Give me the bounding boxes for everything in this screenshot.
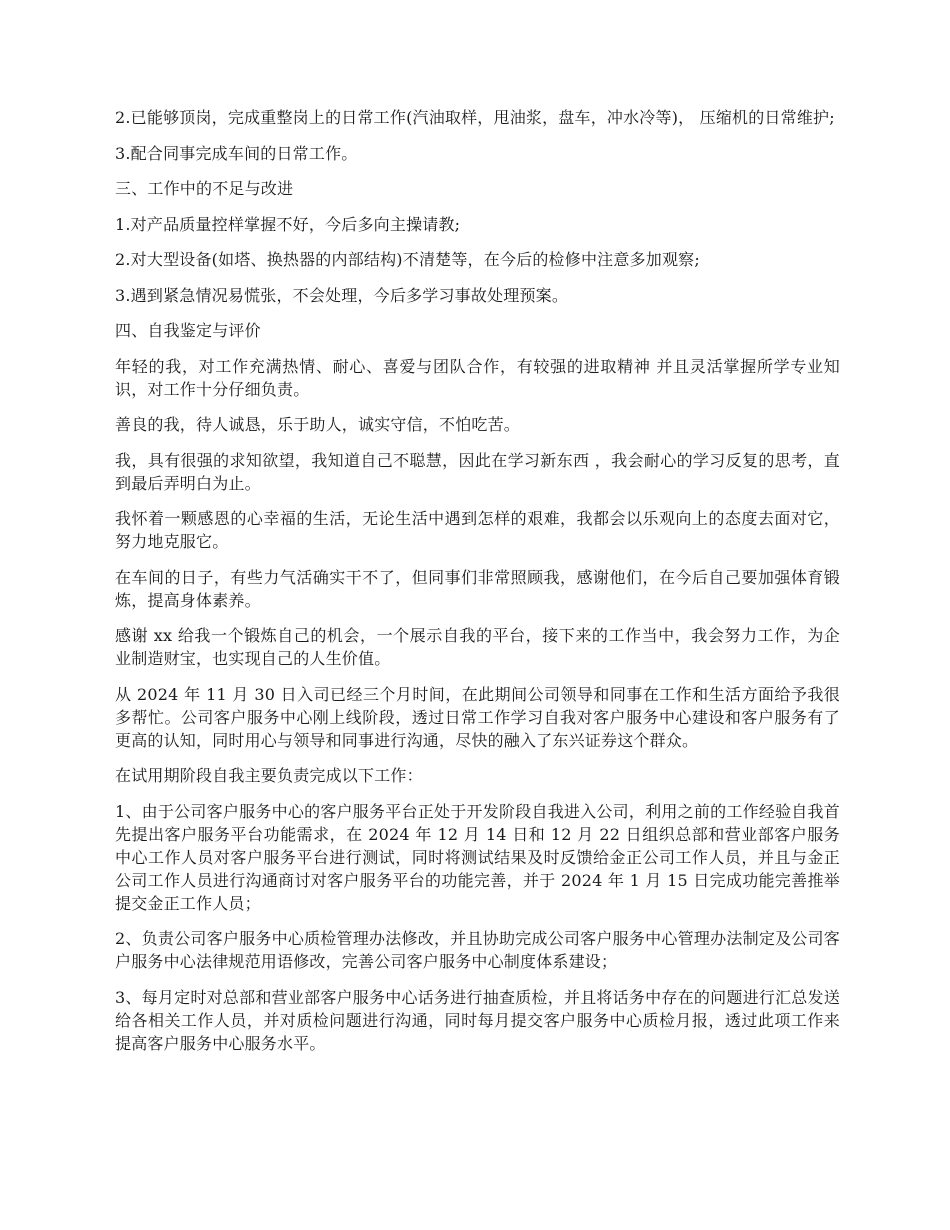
paragraph-work-item-2: 2、负责公司客户服务中心质检管理办法修改，并且协助完成公司客户服务中心管理办法制定及公司客户服务中心法律规范用语修改，完善公司客户服务中心制度体系建设； <box>115 929 840 971</box>
paragraph-workshop: 在车间的日子，有些力气活确实干不了，但同事们非常照顾我，感谢他们，在今后自己要加强体育锻炼，提高身体素养。 <box>115 567 840 610</box>
paragraph-thanks: 感谢 xx 给我一个锻炼自己的机会，一个展示自我的平台，接下来的工作当中，我会努力工作，为企业制造财宝，也实现自己的人生价值。 <box>115 626 840 668</box>
paragraph-kind: 善良的我，待人诚恳，乐于助人，诚实守信，不怕吃苦。 <box>115 415 521 434</box>
paragraph-joining: 从 2024 年 11 月 30 日入司已经三个月时间，在此期间公司领导和同事在工作和生活方面给予我很多帮忙。公司客户服务中心刚上线阶段，透过日常工作学习自我对客户服务中心建设和客户服务有了更高的认知，同时用心与领导和同事进行沟通，尽快的融入了东兴证券这个群众。 <box>115 684 840 750</box>
paragraph-probation-intro: 在试用期阶段自我主要负责完成以下工作： <box>115 766 423 785</box>
paragraph-young: 年轻的我，对工作充满热情、耐心、喜爱与团队合作，有较强的进取精神 并且灵活掌握所学专业知识，对工作十分仔细负责。 <box>115 356 840 399</box>
paragraph-shortcoming-2: 2.对大型设备(如塔、换热器的内部结构)不清楚等，在今后的检修中注意多加观察; <box>115 250 700 269</box>
paragraph-grateful: 我怀着一颗感恩的心幸福的生活，无论生活中遇到怎样的艰难，我都会以乐观向上的态度去面对它，努力地克服它。 <box>115 509 840 551</box>
paragraph-work-item-3: 3、每月定时对总部和营业部客户服务中心话务进行抽查质检，并且将话务中存在的问题进行汇总发送给各相关工作人员，并对质检问题进行沟通，同时每月提交客户服务中心质检月报，透过此项工作来提高客户服务中心服务水平。 <box>115 987 840 1053</box>
paragraph-work-item-1: 1、由于公司客户服务中心的客户服务平台正处于开发阶段自我进入公司，利用之前的工作经验自我首先提出客户服务平台功能需求，在 2024 年 12 月 14 日和 12 月 22 日组织总部和营业部客户服务中心工作人员对客户服务平台进行测试，同时将测试结果及时反馈给金正公司工作人员，并且与金正公司工作人员进行沟通商讨对客户服务平台的功能完善，并于 2024 年 1 月 15 日完成功能完善推举提交金正工作人员； <box>115 801 840 913</box>
document-page <box>115 106 840 1067</box>
paragraph-curious: 我，具有很强的求知欲望，我知道自己不聪慧，因此在学习新东西 ，我会耐心的学习反复的思考，直到最后弄明白为止。 <box>115 450 840 493</box>
paragraph-duty-2: 2.已能够顶岗，完成重整岗上的日常工作(汽油取样，甩油浆，盘车，冲水冷等)， 压缩机的日常维护; <box>115 108 835 127</box>
section-heading-self-evaluation: 四、自我鉴定与评价 <box>115 321 261 340</box>
paragraph-shortcoming-3: 3.遇到紧急情况易慌张，不会处理，今后多学习事故处理预案。 <box>115 285 569 305</box>
paragraph-duty-3: 3.配合同事完成车间的日常工作。 <box>115 143 358 163</box>
section-heading-shortcomings: 三、工作中的不足与改进 <box>115 179 294 198</box>
paragraph-shortcoming-1: 1.对产品质量控样掌握不好，今后多向主操请教; <box>115 214 461 234</box>
